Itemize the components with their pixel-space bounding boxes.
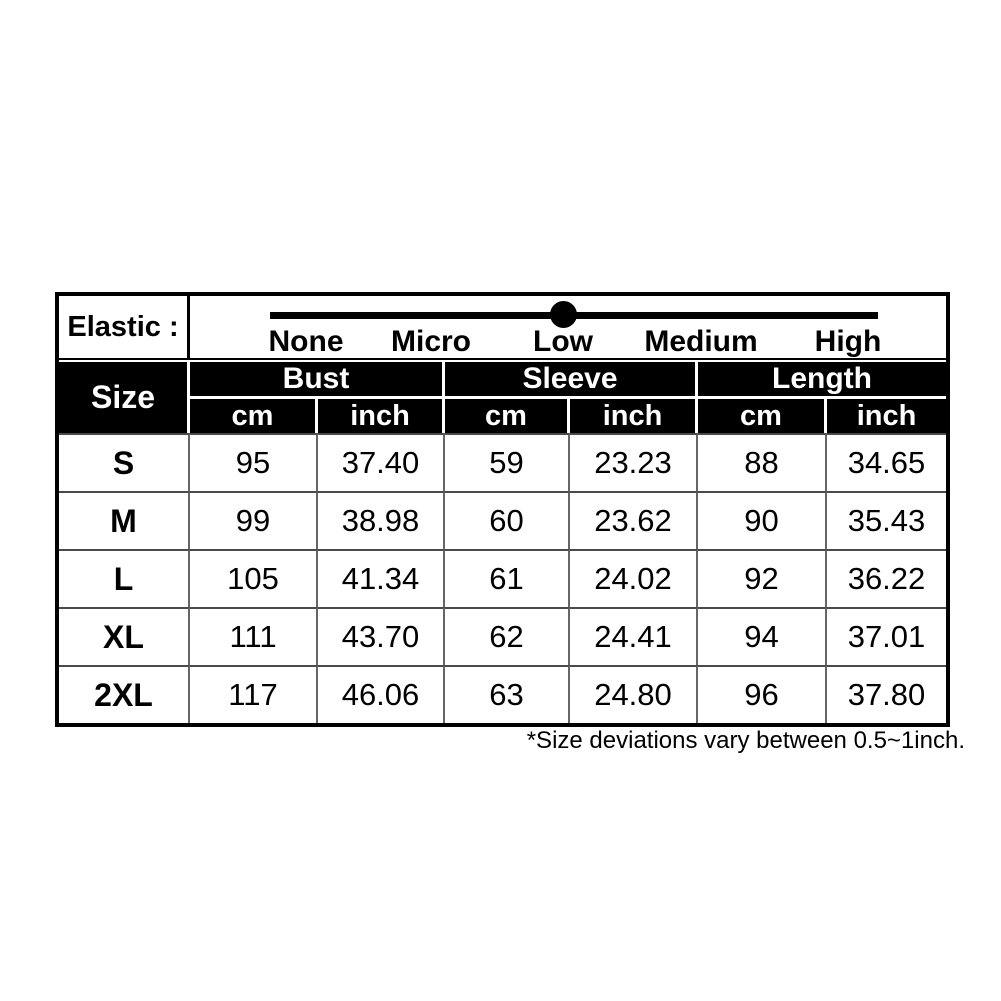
value-cell: 94	[698, 607, 827, 665]
value-cell: 43.70	[318, 607, 445, 665]
elastic-level-medium: Medium	[644, 325, 758, 358]
size-cell: XL	[59, 607, 190, 665]
value-cell: 63	[445, 665, 570, 723]
value-cell: 37.80	[827, 665, 946, 723]
value-cell: 34.65	[827, 433, 946, 491]
size-cell: M	[59, 491, 190, 549]
elastic-level-low: Low	[533, 325, 593, 358]
value-cell: 24.80	[570, 665, 698, 723]
value-cell: 59	[445, 433, 570, 491]
table-row-xl	[59, 607, 946, 665]
value-cell: 60	[445, 491, 570, 549]
unit-header-bust-cm: cm	[190, 399, 318, 433]
table-row-2xl	[59, 665, 946, 723]
size-cell: L	[59, 549, 190, 607]
group-header-sleeve: Sleeve	[445, 360, 698, 399]
value-cell: 96	[698, 665, 827, 723]
value-cell: 99	[190, 491, 318, 549]
value-cell: 46.06	[318, 665, 445, 723]
unit-header-sleeve-inch: inch	[570, 399, 698, 433]
value-cell: 95	[190, 433, 318, 491]
size-cell: 2XL	[59, 665, 190, 723]
unit-header-length-cm: cm	[698, 399, 827, 433]
group-header-bust: Bust	[190, 360, 445, 399]
group-header-row	[59, 360, 946, 399]
size-cell: S	[59, 433, 190, 491]
elastic-level-micro: Micro	[390, 325, 472, 358]
value-cell: 111	[190, 607, 318, 665]
elastic-scale	[190, 296, 946, 360]
unit-header-row	[59, 399, 946, 433]
group-header-length: Length	[698, 360, 946, 399]
table-row-m	[59, 491, 946, 549]
size-corner-header: Size	[59, 360, 190, 433]
value-cell: 24.41	[570, 607, 698, 665]
table-row-s	[59, 433, 946, 491]
elastic-row	[59, 296, 946, 360]
value-cell: 37.01	[827, 607, 946, 665]
size-deviation-footnote: *Size deviations vary between 0.5~1inch.	[526, 727, 965, 754]
value-cell: 105	[190, 549, 318, 607]
value-cell: 117	[190, 665, 318, 723]
slider-thumb-dot	[550, 301, 577, 328]
value-cell: 23.62	[570, 491, 698, 549]
value-cell: 62	[445, 607, 570, 665]
table-row-l	[59, 549, 946, 607]
unit-header-length-inch: inch	[827, 399, 946, 433]
value-cell: 36.22	[827, 549, 946, 607]
value-cell: 37.40	[318, 433, 445, 491]
value-cell: 24.02	[570, 549, 698, 607]
value-cell: 41.34	[318, 549, 445, 607]
value-cell: 88	[698, 433, 827, 491]
elastic-level-none: None	[268, 325, 344, 358]
value-cell: 61	[445, 549, 570, 607]
size-chart-table	[55, 292, 950, 727]
unit-header-sleeve-cm: cm	[445, 399, 570, 433]
value-cell: 38.98	[318, 491, 445, 549]
elastic-label: Elastic :	[59, 296, 190, 360]
value-cell: 90	[698, 491, 827, 549]
value-cell: 23.23	[570, 433, 698, 491]
elastic-level-high: High	[814, 325, 882, 358]
unit-header-bust-inch: inch	[318, 399, 445, 433]
value-cell: 35.43	[827, 491, 946, 549]
value-cell: 92	[698, 549, 827, 607]
